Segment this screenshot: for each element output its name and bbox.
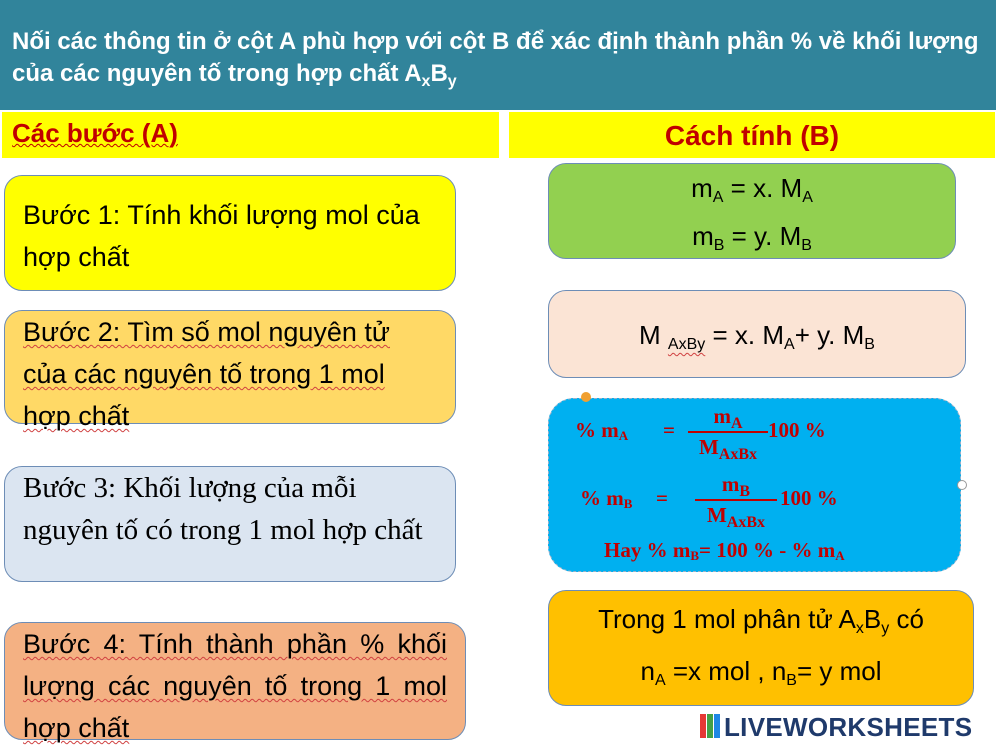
column-b-label: Cách tính (B): [664, 120, 840, 151]
pct-b-lhs: % $m_B$: [580, 486, 633, 511]
step-2-card[interactable]: Bước 2: Tìm số mol nguyên tử của các nguyên tố trong 1 mol hợp chất: [4, 310, 456, 424]
pct-a-eq: =: [663, 418, 675, 442]
pct-b-fraction: $m_B$ $M_{AxBx}$: [695, 472, 777, 528]
resize-handle: [957, 480, 967, 490]
instruction-text: Nối các thông tin ở cột A phù hợp với cột B để xác định thành phần % về khối lượng của các nguyên tố trong hợp chất $A_xB_y$: [12, 28, 979, 90]
pct-a-rhs: 100 %: [768, 418, 826, 442]
pct-a-lhs: % $m_A$: [575, 418, 629, 443]
liveworksheets-logo: LIVEWORKSHEETS: [724, 712, 973, 742]
pct-b-eq: =: [656, 486, 668, 510]
moles-card[interactable]: [548, 590, 974, 706]
pct-b-rhs: 100 %: [780, 486, 838, 510]
step-3-card[interactable]: Bước 3: Khối lượng của mỗi nguyên tố có trong 1 mol hợp chất: [4, 466, 456, 582]
molar-mass-card[interactable]: [548, 290, 966, 378]
moles-line-2: $n_A =x$ mol , $n_B= y$ mol: [640, 656, 882, 689]
molar-mass-formula: M $_{AxBy}$ = x. $M_A+ y$. $M_B$: [639, 320, 875, 353]
pct-alt-formula: Hay % $m_B= 100$ % - % $m_A$: [604, 538, 845, 563]
pct-a-fraction: $m_A$ $M_{AxBx}$: [688, 404, 768, 460]
step-1-card[interactable]: Bước 1: Tính khối lượng mol của hợp chất: [4, 175, 456, 291]
liveworksheets-logo-icon: [700, 714, 722, 738]
column-a-label: Các bước (A): [12, 118, 178, 148]
step-4-card[interactable]: Bước 4: Tính thành phần % khối lượng các nguyên tố trong 1 mol hợp chất: [4, 622, 466, 740]
moles-line-1: Trong 1 mol phân tử $A_xB_y$ có: [598, 604, 924, 637]
mass-a-formula: $m_A = x$. $M_A$: [691, 173, 813, 206]
resize-handle: [581, 392, 591, 402]
element-mass-card[interactable]: [548, 163, 956, 259]
mass-b-formula: $m_B = y$. $M_B$: [692, 221, 812, 254]
